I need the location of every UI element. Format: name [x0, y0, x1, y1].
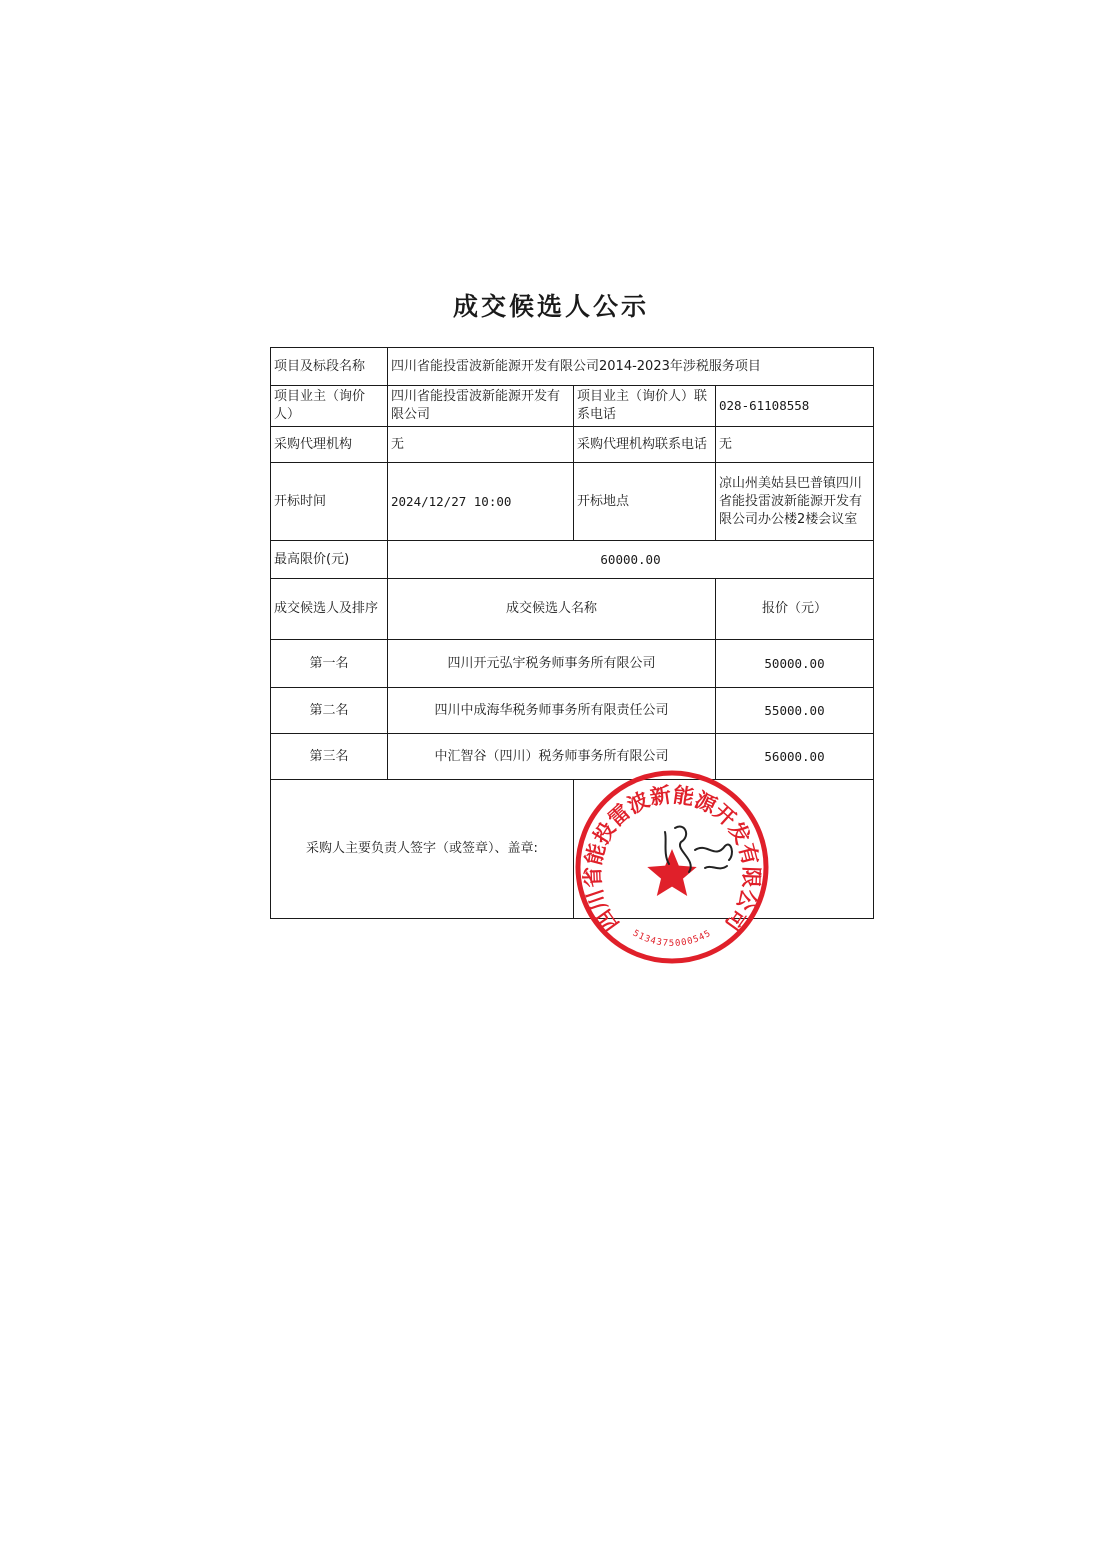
price-header: 报价（元） [716, 579, 874, 640]
candidates-header-row [271, 579, 874, 640]
owner-row [271, 386, 874, 427]
signature-area [574, 780, 874, 919]
candidate-row [271, 640, 874, 688]
project-label: 项目及标段名称 [271, 348, 388, 386]
signature-label: 采购人主要负责人签字（或签章）、盖章: [271, 780, 574, 919]
max-price-label: 最高限价(元) [271, 541, 388, 579]
owner-phone-value: 028-61108558 [716, 386, 874, 427]
name-header: 成交候选人名称 [388, 579, 716, 640]
agency-phone-value: 无 [716, 427, 874, 463]
open-time-label: 开标时间 [271, 463, 388, 541]
candidate-price: 56000.00 [716, 734, 874, 780]
candidate-price: 55000.00 [716, 688, 874, 734]
candidate-name: 四川中成海华税务师事务所有限责任公司 [388, 688, 716, 734]
agency-label: 采购代理机构 [271, 427, 388, 463]
signature-row [271, 780, 874, 919]
max-price-value: 60000.00 [388, 541, 874, 579]
owner-label: 项目业主（询价人） [271, 386, 388, 427]
project-value: 四川省能投雷波新能源开发有限公司2014-2023年涉税服务项目 [388, 348, 874, 386]
candidate-row [271, 734, 874, 780]
max-price-row [271, 541, 874, 579]
candidate-row [271, 688, 874, 734]
agency-value: 无 [388, 427, 574, 463]
owner-phone-label: 项目业主（询价人）联系电话 [574, 386, 716, 427]
open-row [271, 463, 874, 541]
candidate-rank: 第一名 [271, 640, 388, 688]
agency-row [271, 427, 874, 463]
page-title: 成交候选人公示 [452, 292, 649, 321]
announcement-table [270, 347, 874, 919]
candidate-price: 50000.00 [716, 640, 874, 688]
open-place-label: 开标地点 [574, 463, 716, 541]
open-time-value: 2024/12/27 10:00 [388, 463, 574, 541]
seal-name-text: 四川省能投雷波新能源开发有限公司 [580, 782, 764, 936]
candidate-rank: 第二名 [271, 688, 388, 734]
candidate-rank: 第三名 [271, 734, 388, 780]
candidate-name: 四川开元弘宇税务师事务所有限公司 [388, 640, 716, 688]
owner-value: 四川省能投雷波新能源开发有限公司 [388, 386, 574, 427]
seal-code-text: 5134375000545 [630, 928, 714, 949]
candidate-name: 中汇智谷（四川）税务师事务所有限公司 [388, 734, 716, 780]
open-place-value: 凉山州美姑县巴普镇四川省能投雷波新能源开发有限公司办公楼2楼会议室 [716, 463, 874, 541]
agency-phone-label: 采购代理机构联系电话 [574, 427, 716, 463]
project-row [271, 348, 874, 386]
rank-header: 成交候选人及排序 [271, 579, 388, 640]
